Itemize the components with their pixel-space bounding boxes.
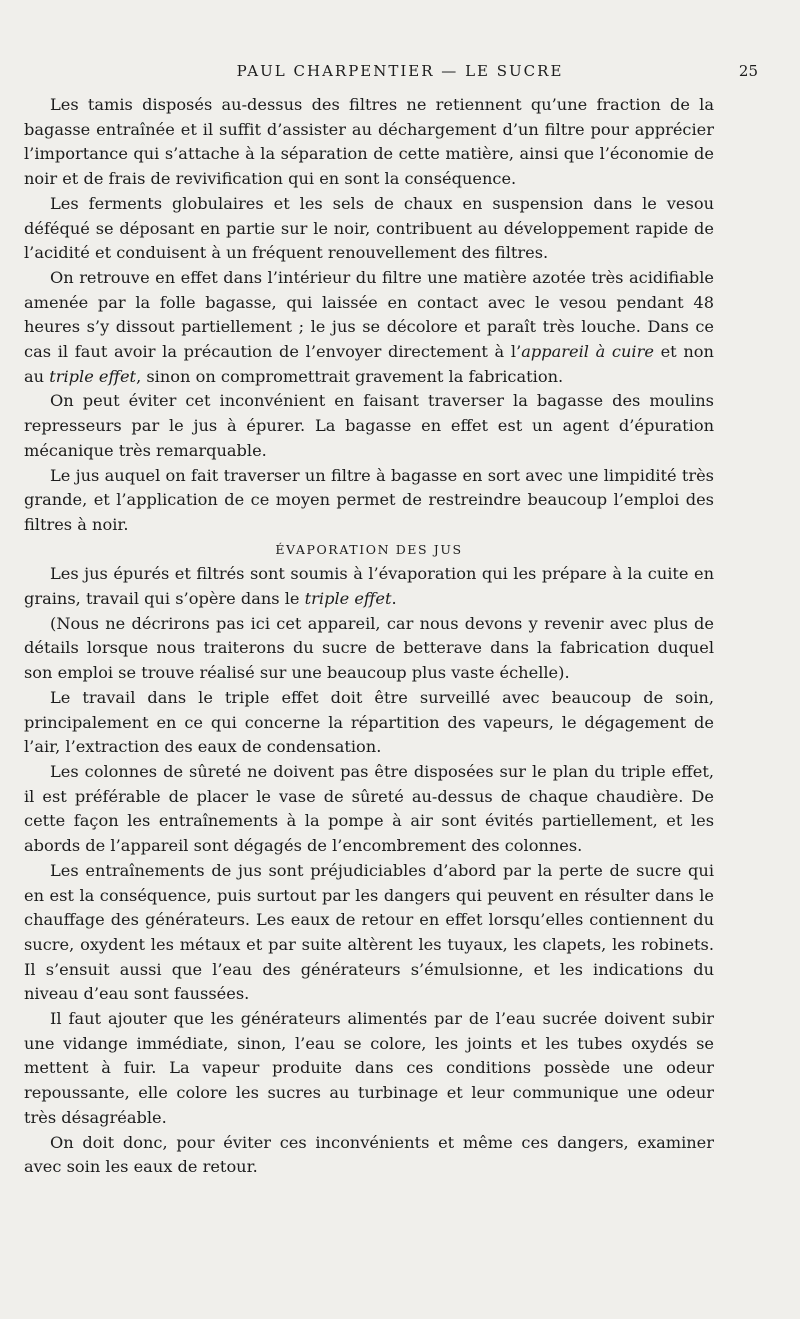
paragraph: On retrouve en effet dans l’intérieur du filtre une matière azotée très acidifiable amenée par la folle bagasse, qui laissée en contact avec le vesou pendant 48 heures s’y dissout partiellement ; le jus se décolore et paraît très louche. Dans ce cas il faut avoir la précaution de l’envoyer directement à l’appareil à cuire et non au triple effet, sinon on compromettrait gravement la fabrication. (24, 267, 714, 386)
paragraph: Il faut ajouter que les générateurs alimentés par de l’eau sucrée doivent subir une vidange immédiate, sinon, l’eau se colore, les joints et les tubes oxydés se mettent à fuir. La vapeur produite dans ces conditions possède une odeur repoussante, elle colore les sucres au turbinage et leur communique une odeur très désagréable. (24, 1009, 714, 1127)
running-head (24, 62, 776, 86)
running-title: PAUL CHARPENTIER — LE SUCRE (236, 62, 564, 80)
paragraph: Les ferments globulaires et les sels de chaux en suspension dans le vesou déféqué se déposant en partie sur le noir, contribuent au développement rapide de l’acidité et conduisent à un fréquent renouvellement des filtres. (24, 193, 714, 263)
italic-term: appareil à cuire (521, 342, 654, 362)
paragraph: Le jus auquel on fait traverser un filtre à bagasse en sort avec une limpidité très grande, et l’application de ce moyen permet de restreindre beaucoup l’emploi des filtres à noir. (24, 465, 714, 534)
section-heading: ÉVAPORATION DES JUS (275, 541, 463, 557)
italic-term: triple effet (304, 589, 392, 609)
paragraph: On peut éviter cet inconvénient en faisant traverser la bagasse des moulins represseurs par le jus à épurer. La bagasse en effet est un agent d’épuration mécanique très remarquable. (24, 391, 714, 460)
paragraph: Les colonnes de sûreté ne doivent pas être disposées sur le plan du triple effet, il est préférable de placer le vase de sûreté au-dessus de chaque chaudière. De cette façon les entraînements à la pompe à air sont évités partiellement, et les abords de l’appareil sont dégagés de l’encombrement des colonnes. (24, 761, 714, 856)
paragraph: On doit donc, pour éviter ces inconvénients et même ces dangers, examiner avec soin les eaux de retour. (24, 1132, 714, 1177)
paragraph: (Nous ne décrirons pas ici cet appareil, car nous devons y revenir avec plus de détails lorsque nous traiterons du sucre de betterave dans la fabrication duquel son emploi se trouve réalisé sur une beaucoup plus vaste échelle). (24, 613, 714, 683)
italic-term: triple effet (49, 366, 137, 386)
page-body (24, 93, 714, 1180)
paragraph: Le travail dans le triple effet doit être surveillé avec beaucoup de soin, principalement en ce qui concerne la répartition des vapeurs, le dégagement de l’air, l’extraction des eaux de condensation. (24, 687, 714, 757)
paragraph: Les tamis disposés au-dessus des filtres ne retiennent qu’une fraction de la bagasse entraînée et il suffit d’assister au déchargement d’un filtre pour apprécier l’importance qui s’attache à la séparation de cette matière, ainsi que l’économie de noir et de frais de revivification qui en sont la conséquence. (24, 95, 714, 189)
paragraph: Les jus épurés et filtrés sont soumis à l’évaporation qui les prépare à la cuite en grains, travail qui s’opère dans le triple effet. (24, 564, 714, 609)
page-number: 25 (738, 62, 758, 80)
paragraph: Les entraînements de jus sont préjudiciables d’abord par la perte de sucre qui en est la conséquence, puis surtout par les dangers qui peuvent en résulter dans le chauffage des générateurs. Les eaux de retour en effet lorsqu’elles contiennent du sucre, oxydent les métaux et par suite altèrent les tuyaux, les clapets, les robinets. Il s’ensuit aussi que l’eau des générateurs s’émulsionne, et les indications du niveau d’eau sont faussées. (24, 860, 714, 1004)
